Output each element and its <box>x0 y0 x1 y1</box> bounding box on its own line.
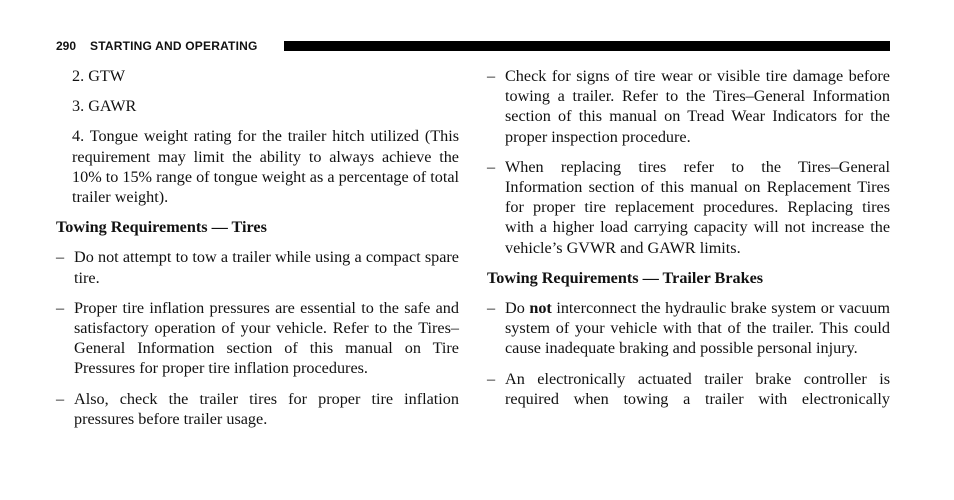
bullet-hydraulic-rest: interconnect the hydraulic brake system or vacuum system of your vehicle with that of the trailer. This could cause inadequate braking and possible personal injury. <box>505 299 890 358</box>
list-item-tongue-weight: 4. Tongue weight rating for the trailer hitch utilized (This requirement may limit the ability to always achieve the 10% to 15% range of tongue weight as a percentage of total trailer weight). <box>72 127 460 207</box>
page-number: 290 <box>56 39 77 53</box>
bullet-compact-spare: – Do not attempt to tow a trailer while using a compact spare tire. <box>56 247 459 287</box>
page-header <box>56 38 890 54</box>
section-title: STARTING AND OPERATING <box>90 39 258 53</box>
bullet-inflation-pressures: – Proper tire inflation pressures are essential to the safe and satisfactory operation of your vehicle. Refer to the Tires–General Information section of this manual on Tire Pressures for proper tire inflation procedures. <box>56 298 459 379</box>
bullet-hydraulic-emphasis: not <box>529 299 552 318</box>
list-item-gtw: 2. GTW <box>72 67 126 85</box>
list-item-gawr: 3. GAWR <box>72 97 137 116</box>
bullet-tire-wear: – Check for signs of tire wear or visible tire damage before towing a trailer. Refer to the Tires–General Information section of this manual on Tread Wear Indicators for the proper inspection procedure. <box>487 66 890 147</box>
left-column <box>56 66 459 429</box>
bullet-hydraulic-prefix: Do <box>505 299 530 318</box>
header-rule <box>284 41 890 51</box>
heading-towing-tires: Towing Requirements — Tires <box>56 218 267 237</box>
bullet-trailer-tires: – Also, check the trailer tires for proper tire inflation pressures before trailer usage. <box>56 389 459 429</box>
right-column <box>487 66 890 409</box>
heading-trailer-brakes: Towing Requirements — Trailer Brakes <box>487 268 764 287</box>
bullet-brake-controller: – An electronically actuated trailer brake controller is required when towing a trailer with electronically <box>487 369 890 409</box>
bullet-hydraulic-brake <box>487 298 890 359</box>
bullet-replacing-tires: – When replacing tires refer to the Tires–General Information section of this manual on Replacement Tires for proper tire replacement procedures. Replacing tires with a higher load carrying capacity will not increase the vehicle’s GVWR and GAWR limits. <box>487 157 890 258</box>
